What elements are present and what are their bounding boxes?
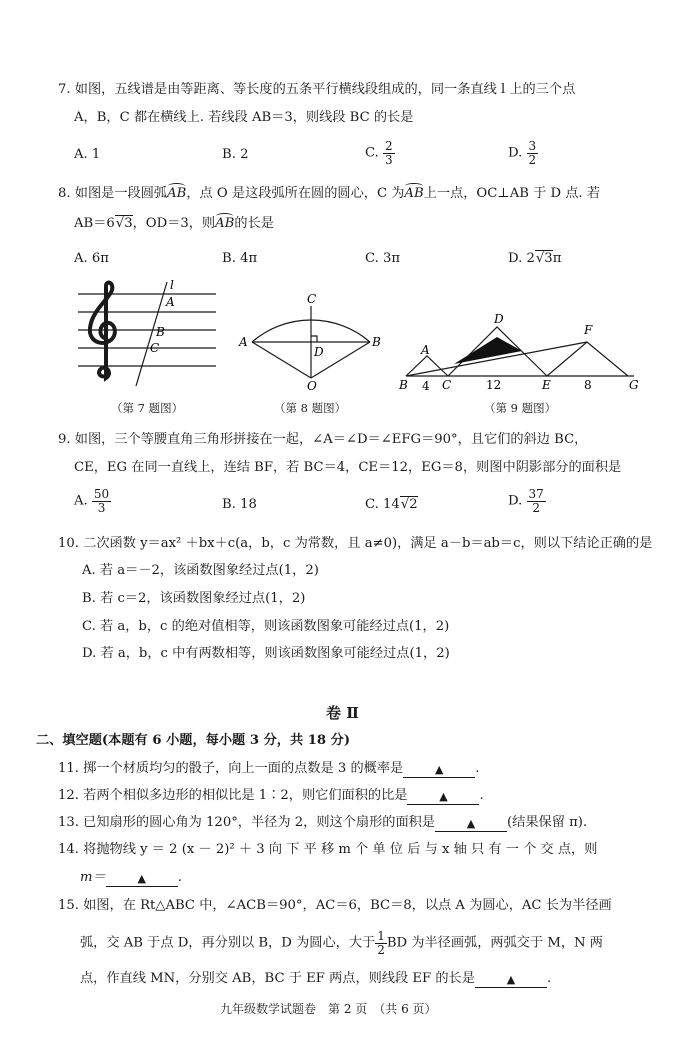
q9-option-a: A. $\frac{50}{3}$ [74,487,110,515]
label-b: B [372,335,381,349]
sqrt-3: √3 [115,216,133,231]
q15-line3: 点，作直线 MN，分别交 AB，BC 于 EF 两点，则线段 EF 的长是 ▲ . [80,971,552,986]
q8-line1: 8. 如图是一段圆弧AB，点 O 是这段弧所在圆的圆心，C 为AB上一点，OC⊥AB 于 D 点. 若 [58,186,601,201]
q10-option-d: D. 若 a，b，c 中有两数相等，则该函数图象可能经过点(1，2) [82,646,450,661]
section-heading: 二、填空题(本题有 6 小题，每小题 3 分，共 18 分) [36,733,351,748]
label-a: A [166,295,175,309]
label-c: C [150,341,160,355]
figure-7-staff [72,278,222,388]
q7-line1: 7. 如图，五线谱是由等距离、等长度的五条平行横线段组成的，同一条直线 l 上的三个点 [58,82,576,97]
q14-line1: 14. 将抛物线 y ＝ 2 (x － 2)² ＋ 3 向 下 平 移 m 个 单 位 后 与 x 轴 只 有 一 个 交 点，则 [58,842,598,857]
q10-option-b: B. 若 c＝2，该函数图象经过点(1，2) [82,591,306,606]
label-g: G [629,378,639,392]
page-footer: 九年级数学试题卷 第 2 页 （共 6 页） [220,1002,437,1016]
length-eg: 8 [584,378,592,392]
part-title: 卷 Ⅱ [326,704,359,722]
q7-option-c-label: C. [365,145,379,161]
label-b: B [156,325,165,339]
label-a: A [421,343,430,357]
q8-option-c: C. 3π [365,251,401,266]
q13: 13. 已知扇形的圆心角为 120°，半径为 2，则这个扇形的面积是 ▲ (结果保留 π). [58,815,588,830]
q7-option-c [365,140,395,166]
answer-blank: ▲ [407,790,479,805]
answer-blank: ▲ [435,817,507,832]
arc-ab-3: AB [215,216,235,231]
answer-blank: ▲ [403,763,475,778]
arc-ab-2: AB [404,186,424,201]
label-l: l [170,278,174,292]
figure-9-caption: （第 9 题图） [484,401,557,415]
triangle-abc [406,356,448,376]
q7-option-d [508,140,538,166]
q9-option-c: C. 14√2 [365,497,418,512]
figure-8-caption: （第 8 题图） [274,401,347,415]
q7-option-d-label: D. [508,145,523,161]
q7-line2: A，B，C 都在横线上. 若线段 AB＝3，则线段 BC 的长是 [74,110,414,125]
label-e: E [542,378,551,392]
q14-line2: m＝ ▲ . [80,870,182,885]
figure-8-arc [232,290,382,395]
answer-blank: ▲ [106,872,178,887]
q9-line2: CE，EG 在同一直线上，连结 BF，若 BC＝4，CE＝12，EG＝8，则图中阴影部分的面积是 [74,460,622,475]
q15-line1: 15. 如图，在 Rt△ABC 中，∠ACB＝90°，AC＝6，BC＝8，以点 A 为圆心，AC 长为半径画 [58,898,612,913]
q9-option-d: D. $\frac{37}{2}$ [508,487,544,515]
q12: 12. 若两个相似多边形的相似比是 1∶2，则它们面积的比是 ▲ . [58,788,484,803]
label-f: F [584,323,593,337]
q9-line1: 9. 如图，三个等腰直角三角形拼接在一起，∠A＝∠D＝∠EFG＝90°，且它们的斜边 BC， [58,432,588,447]
label-o: O [307,379,317,393]
q7-option-c-fraction: $\frac{2}{3}$ [385,139,393,167]
answer-blank: ▲ [475,973,547,988]
q7-option-d-fraction: $\frac{3}{2}$ [528,139,537,167]
q10-option-a: A. 若 a＝－2，该函数图象经过点(1，2) [82,563,319,578]
label-c: C [442,378,452,392]
label-b: B [399,378,408,392]
q15-line2: 弧，交 AB 于点 D，再分别以 B，D 为圆心，大于 $\frac{1}{2}$ BD 为半径画弧，两弧交于 M，N 两 [80,929,603,957]
q8-option-d: D. 2√3π [508,251,562,266]
q8-line2: AB＝6√3，OD＝3，则AB的长是 [74,216,274,231]
q7-option-b: B. 2 [222,147,249,162]
length-ce: 12 [486,378,502,392]
q7-option-a: A. 1 [74,147,101,162]
label-c: C [307,292,317,306]
q9-option-b: B. 18 [222,497,257,512]
figure-9-triangles [396,312,646,392]
arc-ab-1: AB [167,186,187,201]
label-a: A [239,335,248,349]
label-d: D [314,345,324,359]
q8-option-a: A. 6π [74,251,109,266]
q10-line1: 10. 二次函数 y＝ax² ＋bx＋c(a，b，c 为常数，且 a≠0)，满足 a－b＝ab＝c，则以下结论正确的是 [58,536,653,551]
label-d: D [494,312,504,326]
length-bc: 4 [422,379,430,392]
q11: 11. 掷一个材质均匀的骰子，向上一面的点数是 3 的概率是 ▲ . [58,761,480,776]
q8-option-b: B. 4π [222,251,258,266]
q10-option-c: C. 若 a，b，c 的绝对值相等，则该函数图象可能经过点(1，2) [82,619,450,634]
figure-7-caption: （第 7 题图） [111,401,184,415]
